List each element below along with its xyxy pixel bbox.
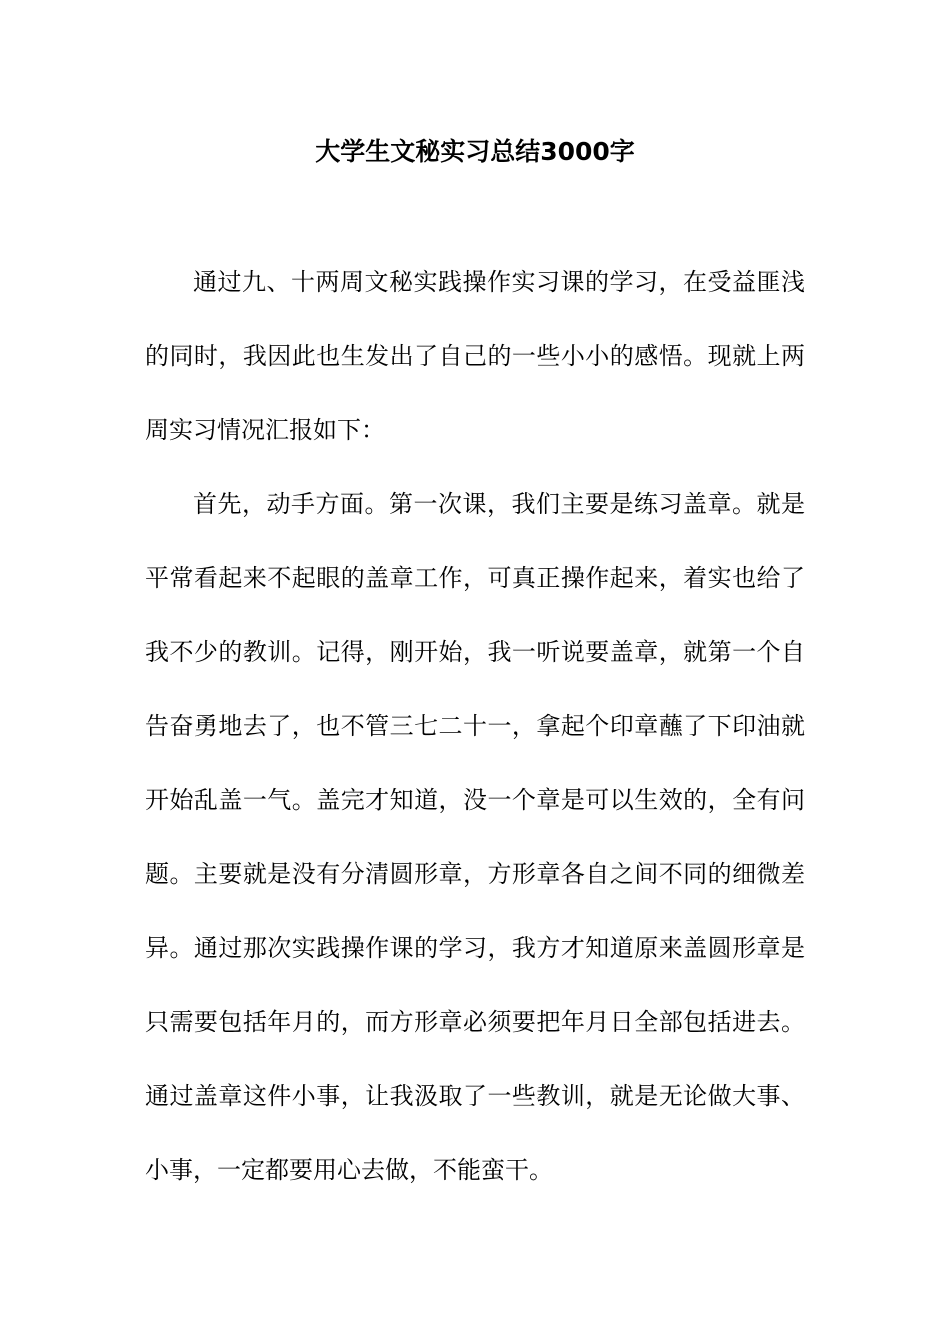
- document-body: [145, 245, 805, 1207]
- paragraph-stamping: 首先，动手方面。第一次课，我们主要是练习盖章。就是平常看起来不起眼的盖章工作，可真正操作起来，着实也给了我不少的教训。记得，刚开始，我一听说要盖章，就第一个自告奋勇地去了，也不管三七二十一，拿起个印章蘸了下印油就开始乱盖一气。盖完才知道，没一个章是可以生效的，全有问题。主要就是没有分清圆形章，方形章各自之间不同的细微差异。通过那次实践操作课的学习，我方才知道原来盖圆形章是只需要包括年月的，而方形章必须要把年月日全部包括进去。通过盖章这件小事，让我汲取了一些教训，就是无论做大事、小事，一定都要用心去做，不能蛮干。: [145, 490, 805, 1184]
- document-title: 大学生文秘实习总结3000字: [315, 137, 635, 166]
- paragraph-intro: 通过九、十两周文秘实践操作实习课的学习，在受益匪浅的同时，我因此也生发出了自己的一些小小的感悟。现就上两周实习情况汇报如下：: [145, 268, 805, 444]
